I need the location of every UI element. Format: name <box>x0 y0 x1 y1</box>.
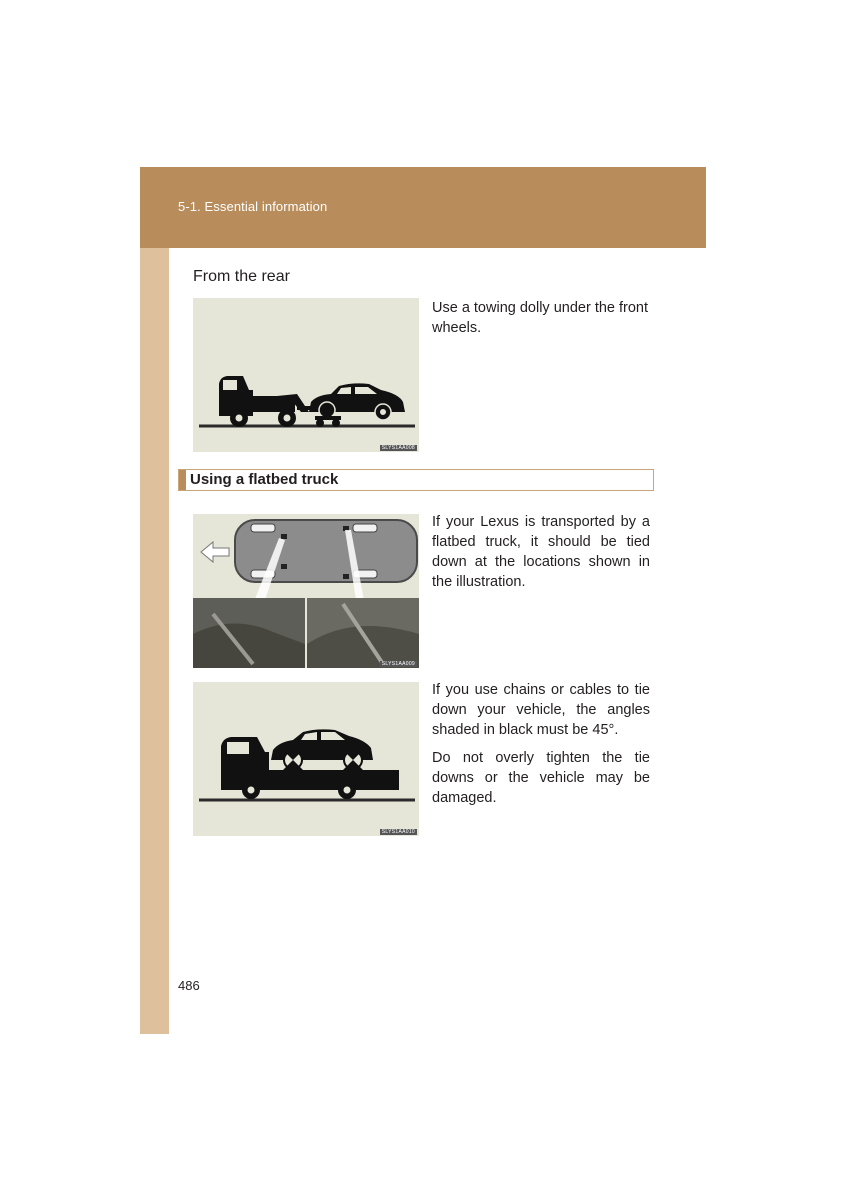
flatbed-section-heading <box>178 469 654 491</box>
flatbed-text-2: If you use chains or cables to tie down your vehicle, the angles shaded in black must be 45°. <box>432 682 650 738</box>
section-title: 5-1. Essential information <box>178 199 328 214</box>
from-rear-text: Use a towing dolly under the front wheels. <box>432 300 649 336</box>
from-rear-heading: From the rear <box>193 268 290 285</box>
tie-down-locations-illustration <box>193 514 419 668</box>
flatbed-heading-label: Using a flatbed truck <box>190 471 339 488</box>
figure-code: SLYS1AA008 <box>381 445 415 451</box>
figure-code: SLYS1AA010 <box>381 829 415 835</box>
heading-accent <box>179 470 186 490</box>
tow-dolly-illustration <box>193 298 419 452</box>
flatbed-text-1: If your Lexus is transported by a flatbed truck, it should be tied down at the locations shown in the illustration. <box>432 514 650 590</box>
flatbed-text-3: Do not overly tighten the tie downs or the vehicle may be damaged. <box>432 750 650 806</box>
side-margin-band <box>140 248 169 1034</box>
figure-code: SLYS1AA009 <box>381 661 415 667</box>
page-number: 486 <box>178 978 200 993</box>
flatbed-truck-illustration <box>193 682 419 836</box>
chapter-header-band <box>140 167 706 248</box>
